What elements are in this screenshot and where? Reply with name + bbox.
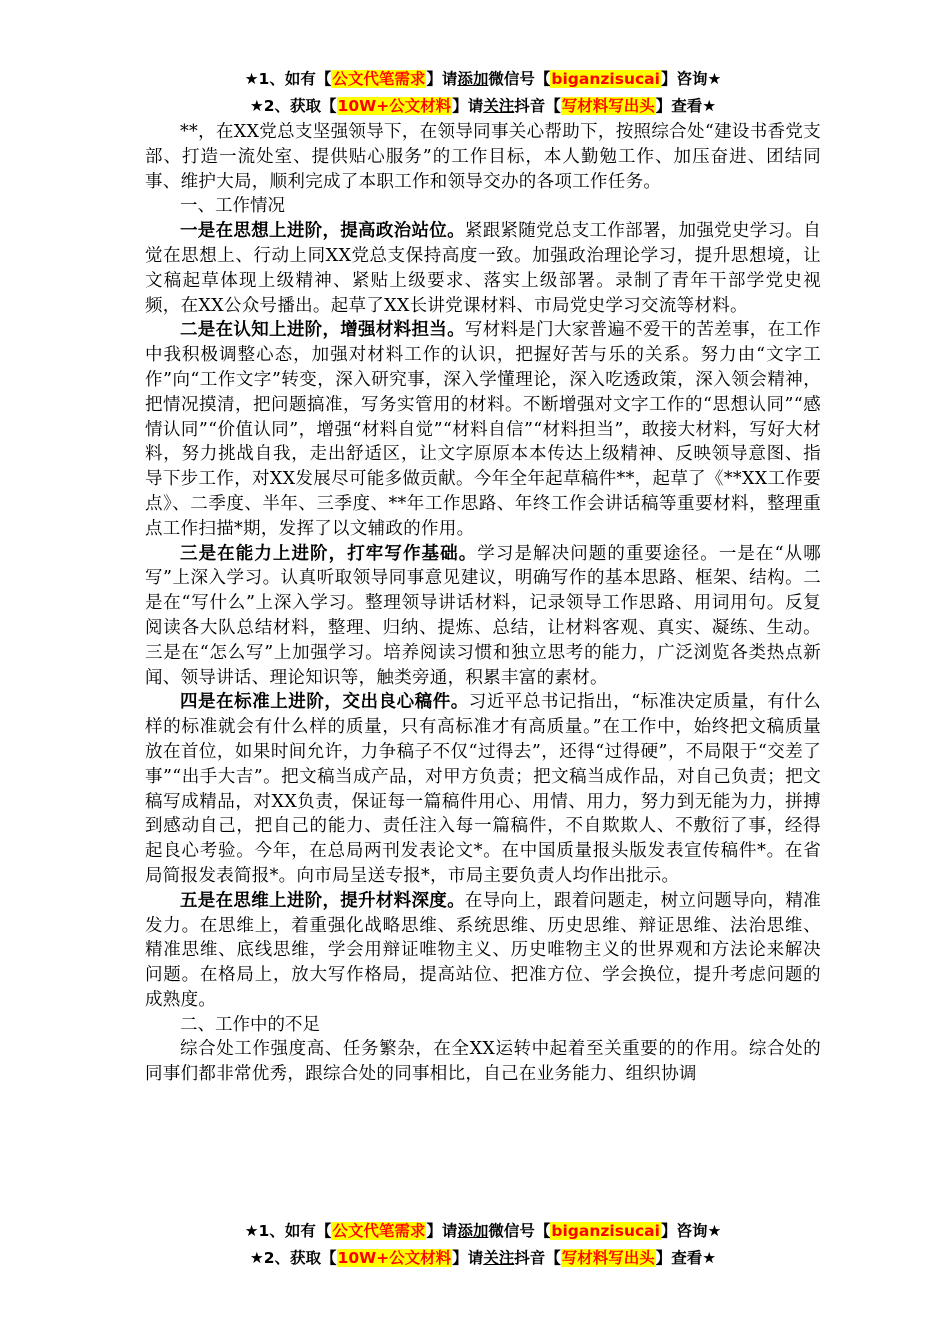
banner-text: 】咨询★	[660, 70, 722, 88]
highlight-douyin-id: 写材料写出头	[561, 1249, 655, 1267]
intro-paragraph: **，在XX党总支坚强领导下，在领导同事关心帮助下，按照综合处“建设书香党支部、打造一流处室、提供贴心服务”的工作目标，本人勤勉工作、加压奋进、团结同事、维护大局，顺利完成了本职工作和领导交办的各项工作任务。	[145, 122, 821, 192]
item-text: 写材料是门大家普遍不爱干的苦差事，在工作中我积极调整心态，加强对材料工作的认识，把握好苦与乐的关系。努力由“文字工作”向“工作文字”转变，深入研究事，深入学懂理论，深入吃透政策，深入领会精神，把情况摸清，把问题搞准，写务实管用的材料。不断增强对文字工作的“思想认同”“感情认同”“价值认同”，增强“材料自觉”“材料自信”“材料担当”，敢接大材料，写好大材料，努力挑战自我，走出舒适区，让文字原原本本传达上级精神、反映领导意图、指导下步工作，对XX发展尽可能多做贡献。今年全年起草稿件**，起草了《**XX工作要点》、二季度、半年、三季度、**年工作思路、年终工作会讲话稿等重要材料，整理重点工作扫描*期，发挥了以文辅政的作用。	[145, 320, 821, 539]
banner-text: 抖音【	[514, 1249, 561, 1267]
underlined-text: 关注	[483, 1249, 515, 1267]
item-paragraph	[145, 542, 821, 691]
item-paragraph	[145, 219, 821, 318]
banner-text: 微信号【	[488, 1222, 551, 1240]
banner-text: 】请	[452, 97, 484, 115]
highlight-materials: 10W+公文材料	[337, 97, 452, 115]
item-paragraph	[145, 889, 821, 1013]
section-heading-shortcomings: 二、工作中的不足	[180, 1014, 320, 1035]
section-heading-work-status: 一、工作情况	[180, 196, 285, 217]
highlight-wechat-id: biganzisucai	[551, 70, 660, 88]
item-paragraph	[145, 318, 821, 541]
promo-banner-top-2	[145, 93, 821, 120]
closing-paragraph: 综合处工作强度高、任务繁杂，在全XX运转中起着至关重要的的作用。综合处的同事们都非常优秀，跟综合处的同事相比，自己在业务能力、组织协调	[145, 1039, 821, 1085]
banner-text: 】查看★	[655, 97, 717, 115]
underlined-text: 添加	[457, 1222, 489, 1240]
underlined-text: 添加	[457, 70, 489, 88]
item-lead: 五是在思维上进阶，提升材料深度。	[180, 890, 465, 911]
highlight-materials: 10W+公文材料	[337, 1249, 452, 1267]
item-lead: 一是在思想上进阶，提高政治站位。	[180, 221, 465, 242]
banner-text: 】请	[426, 70, 458, 88]
banner-text: 】请	[426, 1222, 458, 1240]
banner-text: 】咨询★	[660, 1222, 722, 1240]
highlight-wechat-id: biganzisucai	[551, 1222, 660, 1240]
banner-text: 微信号【	[488, 70, 551, 88]
promo-banner-bottom-2	[145, 1245, 821, 1272]
underlined-text: 关注	[483, 97, 515, 115]
banner-text: ★1、如有【	[244, 1222, 332, 1240]
banner-text: ★1、如有【	[244, 70, 332, 88]
item-text: 紧跟紧随党总支工作部署，加强党史学习。自觉在思想上、行动上同XX党总支保持高度一致。加强政治理论学习，提升思想境，让文稿起草体现上级精神、紧贴上级要求、落实上级部署。录制了青年干部学党史视频，在XX公众号播出。起草了XX长讲党课材料、市局党史学习交流等材料。	[145, 221, 821, 316]
item-lead: 三是在能力上进阶，打牢写作基础。	[180, 543, 478, 564]
item-lead: 四是在标准上进阶，交出良心稿件。	[180, 692, 469, 713]
banner-text: 抖音【	[514, 97, 561, 115]
highlight-service: 公文代笔需求	[332, 70, 426, 88]
item-text: 习近平总书记指出，“标准决定质量，有什么样的标准就会有什么样的质量，只有高标准才有高质量。”在工作中，始终把文稿质量放在首位，如果时间允许，力争稿子不仅“过得去”，还得“过得硬”，不局限于“交差了事”“出手大吉”。把文稿当成产品，对甲方负责；把文稿当成作品，对自己负责；把文稿写成精品，对XX负责，保证每一篇稿件用心、用情、用力，努力到无能为力，拼搏到感动自己，把自己的能力、责任注入每一篇稿件，不自欺欺人、不敷衍了事，经得起良心考验。今年，在总局两刊发表论文*。在中国质量报头版发表宣传稿件*。在省局简报发表简报*。向市局呈送专报*，市局主要负责人均作出批示。	[145, 692, 821, 886]
banner-text: ★2、获取【	[249, 1249, 337, 1267]
item-paragraph	[145, 690, 821, 888]
document-page	[145, 66, 821, 1087]
highlight-douyin-id: 写材料写出头	[561, 97, 655, 115]
banner-text: 】请	[452, 1249, 484, 1267]
banner-text: ★2、获取【	[249, 97, 337, 115]
item-text: 在导向上，跟着问题走，树立问题导向，精准发力。在思维上，着重强化战略思维、系统思维、历史思维、辩证思维、法治思维、精准思维、底线思维，学会用辩证唯物主义、历史唯物主义的世界观和方法论来解决问题。在格局上，放大写作格局，提高站位、把准方位、学会换位，提升考虑问题的成熟度。	[145, 890, 821, 1010]
highlight-service: 公文代笔需求	[332, 1222, 426, 1240]
promo-banner-bottom-1	[145, 1218, 821, 1245]
item-lead: 二是在认知上进阶，增强材料担当。	[180, 320, 465, 341]
footer-banners	[145, 1218, 821, 1272]
banner-text: 】查看★	[655, 1249, 717, 1267]
promo-banner-top-1	[145, 66, 821, 93]
item-text: 学习是解决问题的重要途径。一是在“从哪写”上深入学习。认真听取领导同事意见建议，明确写作的基本思路、框架、结构。二是在“写什么”上深入学习。整理领导讲话材料，记录领导工作思路、用词用句。反复阅读各大队总结材料，整理、归纳、提炼、总结，让材料客观、真实、凝练、生动。三是在“怎么写”上加强学习。培养阅读习惯和独立思考的能力，广泛浏览各类热点新闻、领导讲话、理论知识等，触类旁通，积累丰富的素材。	[145, 543, 821, 688]
